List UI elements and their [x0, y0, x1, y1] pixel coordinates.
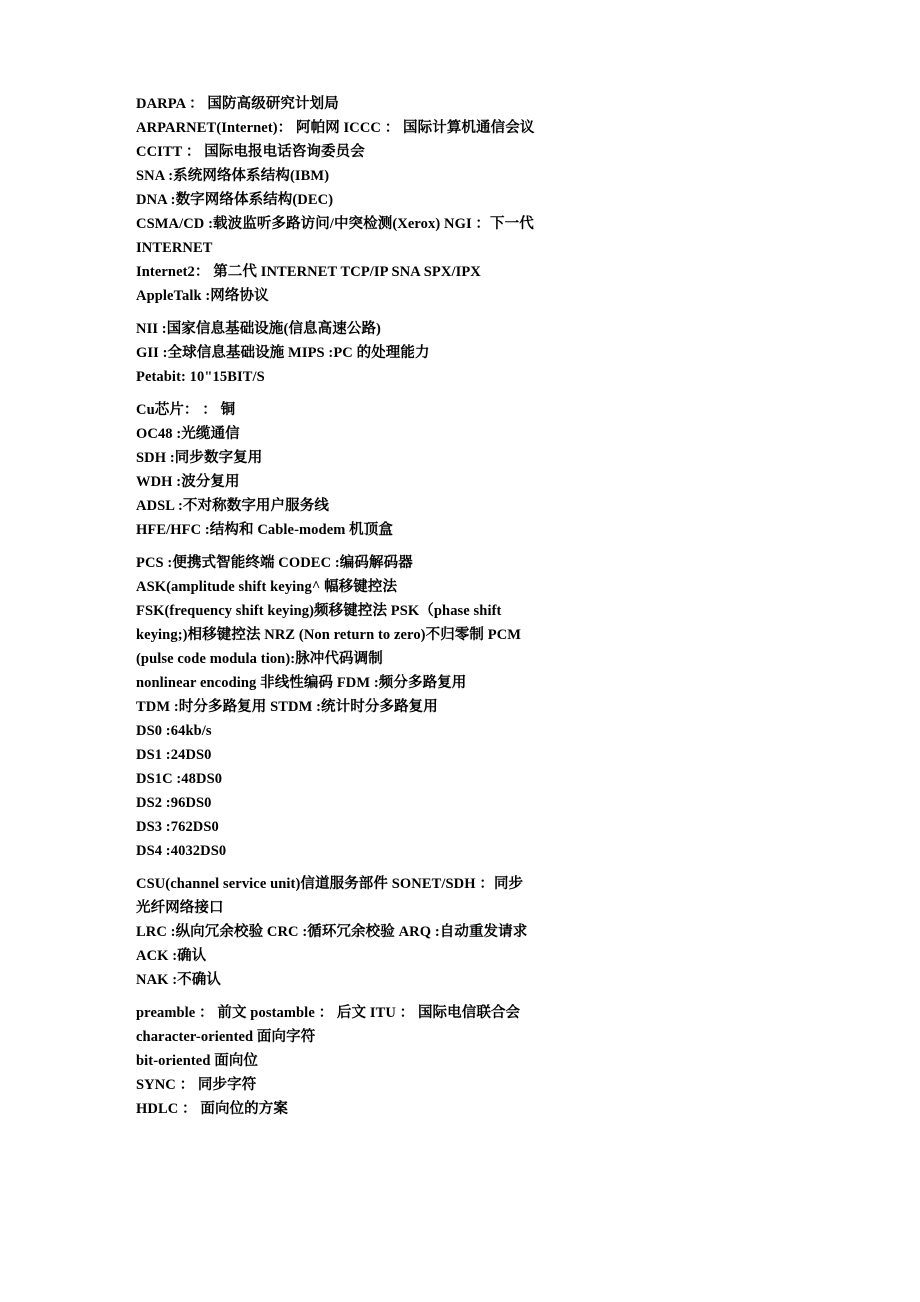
text-block: ACK :确认	[136, 948, 207, 964]
text-block: ASK(amplitude shift keying^ 幅移键控法	[136, 579, 398, 595]
text-block: DNA :数字网络体系结构(DEC)	[136, 192, 334, 208]
text-block: FSK(frequency shift keying)频移键控法 PSK（phase shift keying;)相移键控法 NRZ (Non return to zero)不归零制 PCM (pulse code modula tion):脉冲代码调制	[136, 603, 522, 667]
text-block: SYNC ： 同步字符	[136, 1077, 257, 1093]
text-block: Petabit: 10"15BIT/S	[136, 369, 265, 385]
text-block: CSMA/CD :载波监听多路访问/中突检测(Xerox) NGI ：下一代 INTERNET	[136, 216, 534, 256]
text-block: AppleTalk :网络协议	[136, 288, 269, 304]
text-block: LRC :纵向冗余校验 CRC :循环冗余校验 ARQ :自动重发请求	[136, 924, 528, 940]
text-block: DS0 :64kb/s	[136, 723, 212, 739]
text-block: TDM :时分多路复用 STDM :统计时分多路复用	[136, 699, 438, 715]
text-block: GII :全球信息基础设施 MIPS :PC 的处理能力	[136, 345, 430, 361]
text-block: bit-oriented 面向位	[136, 1053, 259, 1069]
text-block: SNA :系统网络体系结构(IBM)	[136, 168, 330, 184]
text-block: Cu芯片： ： 铜	[136, 402, 236, 418]
text-block: DS1 :24DS0	[136, 747, 212, 763]
text-block: NII :国家信息基础设施(信息高速公路)	[136, 321, 381, 337]
text-block: OC48 :光缆通信	[136, 426, 240, 442]
text-block: Internet2： 第二代 INTERNET TCP/IP SNA SPX/IPX	[136, 264, 481, 280]
text-block: PCS :便携式智能终端 CODEC :编码解码器	[136, 555, 413, 571]
text-block: SDH :同步数字复用	[136, 450, 263, 466]
text-block: preamble ： 前文 postamble ： 后文 ITU ： 国际电信联合会 character-oriented 面向字符	[136, 1005, 521, 1045]
text-block: DS2 :96DS0	[136, 795, 212, 811]
text-block: ADSL :不对称数字用户服务线	[136, 498, 329, 514]
text-block: DS4 :4032DS0	[136, 843, 227, 859]
text-block: DS3 :762DS0	[136, 819, 219, 835]
document-body	[136, 92, 535, 1121]
text-block: nonlinear encoding 非线性编码 FDM :频分多路复用	[136, 675, 467, 691]
text-block: DS1C :48DS0	[136, 771, 223, 787]
text-block: ARPARNET(Internet)： 阿帕网 ICCC ： 国际计算机通信会议 CCITT ： 国际电报电话咨询委员会	[136, 120, 535, 160]
text-block: CSU(channel service unit)信道服务部件 SONET/SDH ：同步光纤网络接口	[136, 876, 524, 916]
text-block: DARPA ： 国防高级研究计划局	[136, 96, 339, 112]
text-block: HDLC ： 面向位的方案	[136, 1101, 288, 1117]
text-block: HFE/HFC :结构和 Cable-modem 机顶盒	[136, 522, 393, 538]
text-block: WDH :波分复用	[136, 474, 240, 490]
text-block: NAK :不确认	[136, 972, 221, 988]
